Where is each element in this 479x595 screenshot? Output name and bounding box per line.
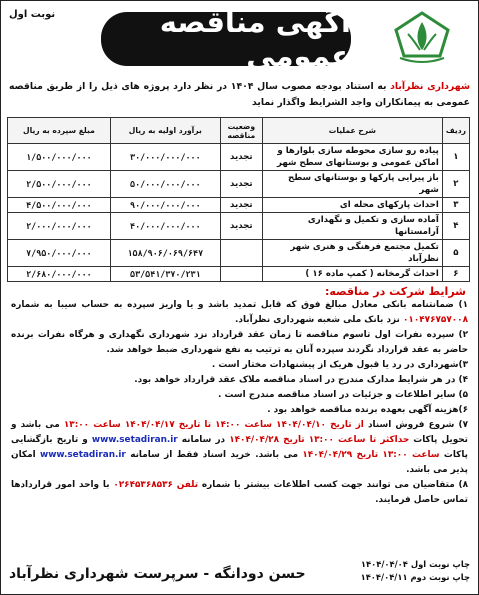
col-num: ردیف — [442, 118, 469, 144]
intro-paragraph — [1, 79, 478, 111]
condition-8-text: ۸) متقاضیان می توانند جهت کسب اطلاعات بیشتر با شماره — [198, 480, 469, 490]
intro-org: شهرداری نظرآباد — [390, 81, 470, 92]
intro-text: به استناد بودجه مصوب سال ۱۴۰۴ در نظر دارد پروژه های ذیل را از طریق مناقصه عمومی به پیمانکاران واجد الشرایط واگذار نماید — [9, 81, 470, 108]
condition-5: ۵) سایر اطلاعات و جزئیات در اسناد مناقصه مندرج است . — [217, 390, 468, 400]
row-num: ۵ — [442, 240, 469, 267]
row-desc: احداث پارکهای محله ای — [262, 198, 442, 213]
row-estimate: ۱۵۸/۹۰۶/۰۶۹/۶۴۷ — [110, 240, 220, 267]
col-deposit: مبلغ سپرده به ریال — [8, 118, 111, 144]
table-row — [8, 198, 470, 213]
signature: حسن دودانگه - سرپرست شهرداری نظرآباد — [9, 566, 306, 582]
print-date-first: چاپ نوبت اول ۱۴۰۴/۰۴/۰۴ — [360, 559, 470, 569]
print-date-second: چاپ نوبت دوم ۱۴۰۴/۰۴/۱۱ — [360, 572, 470, 582]
row-deposit: ۲/۵۰۰/۰۰۰/۰۰۰ — [8, 171, 111, 198]
setadiran-link[interactable]: www.setadiran.ir — [91, 435, 178, 445]
row-num: ۲ — [442, 171, 469, 198]
row-status: تجدید — [220, 171, 262, 198]
row-estimate: ۵۳/۵۴۱/۳۷۰/۲۳۱ — [110, 267, 220, 282]
print-dates — [361, 558, 470, 584]
condition-7-text-c: در سامانه — [177, 435, 230, 445]
table-header-row — [8, 118, 470, 144]
row-desc: تکمیل مجتمع فرهنگی و هنری شهر نظرآباد — [262, 240, 442, 267]
setadiran-link-2[interactable]: www.setadiran.ir — [40, 450, 126, 460]
table-row — [8, 240, 470, 267]
row-desc: احداث گرمخانه ( کمپ ماده ۱۶ ) — [262, 267, 442, 282]
row-deposit: ۲/۰۰۰/۰۰۰/۰۰۰ — [8, 213, 111, 240]
row-deposit: ۷/۹۵۰/۰۰۰/۰۰۰ — [8, 240, 111, 267]
condition-8-tail: با واحد امور قراردادها تماس حاصل فرمایند. — [11, 480, 468, 505]
row-status: تجدید — [220, 213, 262, 240]
row-estimate: ۳۰/۰۰۰/۰۰۰/۰۰۰ — [110, 144, 220, 171]
condition-3: ۳)شهرداری در رد یا قبول هریک از پیشنهادات مختار است . — [211, 360, 468, 370]
table-row — [8, 267, 470, 282]
sale-period: از تاریخ ۱۴۰۴/۰۴/۱۰ ساعت ۱۴:۰۰ تا تاریخ ۱۴۰۴/۰۴/۱۷ ساعت ۱۳:۰۰ — [63, 420, 364, 430]
row-status — [220, 267, 262, 282]
page-title: آگهی مناقصه عمومی — [101, 12, 351, 66]
row-status: تجدید — [220, 144, 262, 171]
header — [1, 1, 478, 79]
condition-7-text-e: می باشد. خرید اسناد فقط از سامانه — [125, 450, 303, 460]
row-estimate: ۵۰/۰۰۰/۰۰۰/۰۰۰ — [110, 171, 220, 198]
logo-emblem-icon — [386, 8, 458, 72]
condition-7-text-d: و تاریخ بازگشایی پاکات — [11, 435, 469, 460]
col-desc: شرح عملیات — [262, 118, 442, 144]
edition-label: نوبت اول — [9, 9, 56, 20]
municipality-logo — [386, 8, 458, 72]
col-estimate: برآورد اولیه به ریال — [110, 118, 220, 144]
opening-date: ساعت ۱۳:۰۰ تاریخ ۱۴۰۴/۰۴/۲۹ — [302, 450, 440, 460]
condition-7-text-f: امکان پذیر می باشد. — [11, 450, 468, 475]
row-num: ۶ — [442, 267, 469, 282]
row-num: ۱ — [442, 144, 469, 171]
condition-1 — [11, 298, 468, 328]
row-estimate: ۹۰/۰۰۰/۰۰۰/۰۰۰ — [110, 198, 220, 213]
account-number: ۰۱۰۴۷۶۷۵۷۰۰۸ — [402, 315, 468, 325]
condition-7 — [11, 418, 468, 478]
row-estimate: ۴۰/۰۰۰/۰۰۰/۰۰۰ — [110, 213, 220, 240]
condition-2: ۲) سپرده نفرات اول تاسوم مناقصه تا زمان عقد قرارداد نزد شهرداری نگهداری و هرگاه نفرات برنده حاضر به عقد قرارداد نگردند سپرده آنان به ترتیب به نفع شهرداری ضبط خواهد شد. — [11, 330, 468, 355]
projects-table — [7, 117, 470, 282]
conditions-title: شرایط شرکت در مناقصه: — [324, 285, 466, 298]
condition-8 — [11, 478, 468, 508]
table-row — [8, 171, 470, 198]
conditions-list — [1, 298, 478, 508]
table-row — [8, 213, 470, 240]
row-status — [220, 240, 262, 267]
condition-7-text-b: می باشد و تحویل پاکات — [11, 420, 469, 445]
row-desc: آماده سازی و تکمیل و نگهداری آرامستانها — [262, 213, 442, 240]
condition-1-tail: نزد بانک ملی شعبه شهرداری نظرآباد. — [235, 315, 403, 325]
row-deposit: ۴/۵۰۰/۰۰۰/۰۰۰ — [8, 198, 111, 213]
delivery-deadline: حداکثر تا ساعت ۱۳:۰۰ تاریخ ۱۴۰۴/۰۴/۲۸ — [229, 435, 410, 445]
condition-4: ۴) در هر شرایط مدارک مندرج در اسناد مناقصه ملاک عقد قرارداد خواهد بود. — [134, 375, 468, 385]
table-row — [8, 144, 470, 171]
row-status: تجدید — [220, 198, 262, 213]
row-num: ۴ — [442, 213, 469, 240]
condition-7-text: ۷) شروع فروش اسناد — [363, 420, 468, 430]
row-num: ۳ — [442, 198, 469, 213]
condition-6: ۶)هزینه آگهی بعهده برنده مناقصه خواهد بود . — [267, 405, 468, 415]
condition-1-text: ۱) ضمانتنامه بانکی معادل مبالغ فوق که قابل تمدید باشد و یا واریز سپرده به حساب سیبا به شماره — [11, 300, 468, 310]
contact-phone: تلفن ۰۲۶۴۵۳۶۸۵۳۶ — [113, 480, 199, 490]
row-desc: پیاده رو سازی محوطه سازی بلوارها و اماکن عمومی و بوستانهای سطح شهر — [262, 144, 442, 171]
row-deposit: ۲/۶۸۰/۰۰۰/۰۰۰ — [8, 267, 111, 282]
row-deposit: ۱/۵۰۰/۰۰۰/۰۰۰ — [8, 144, 111, 171]
row-desc: باز پیرایی پارکها و بوستانهای سطح شهر — [262, 171, 442, 198]
col-status: وضعیت مناقصه — [220, 118, 262, 144]
